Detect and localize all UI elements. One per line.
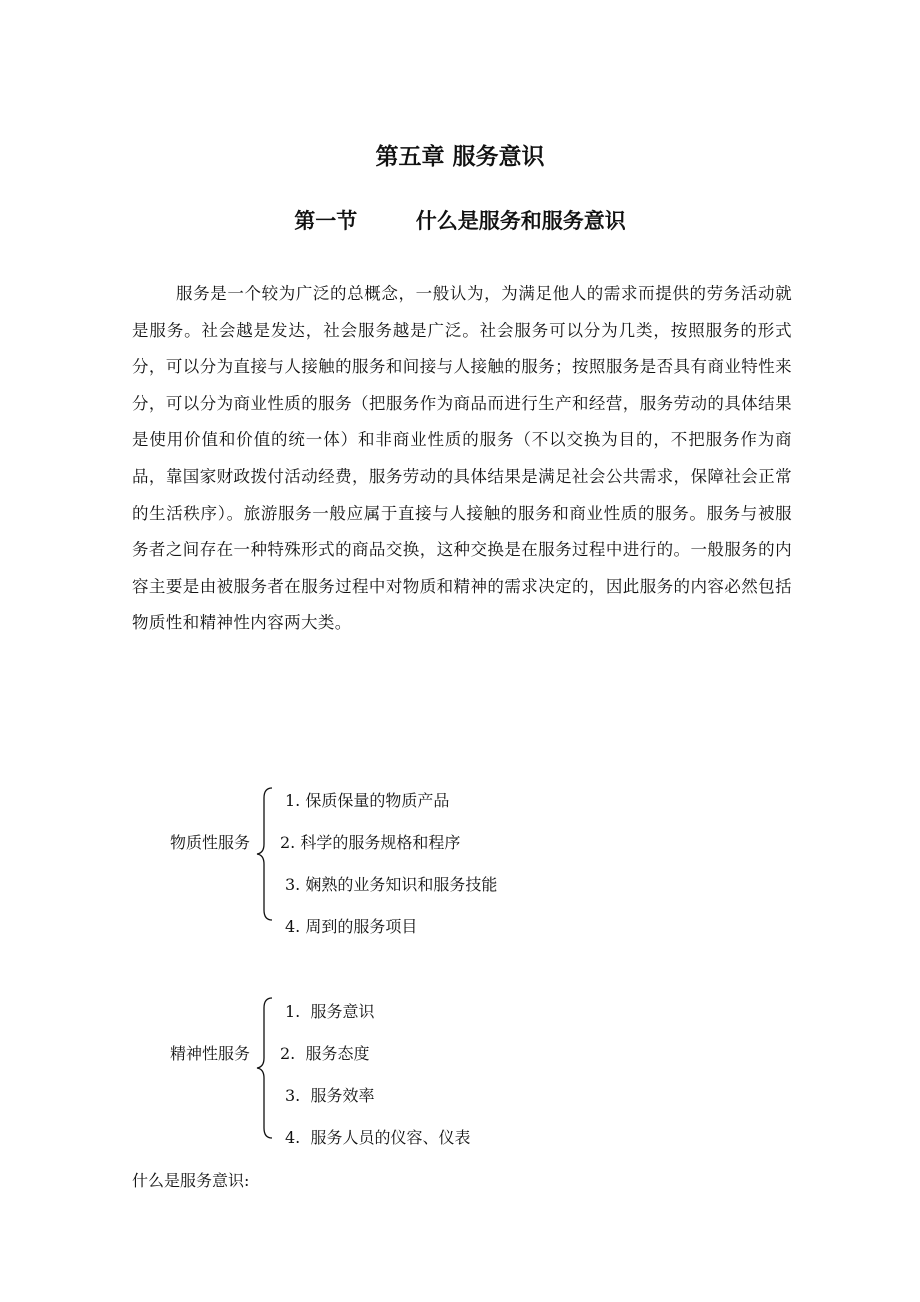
body-paragraph: 服务是一个较为广泛的总概念，一般认为，为满足他人的需求而提供的劳务活动就是服务。社会越是发达，社会服务越是广泛。社会服务可以分为几类，按照服务的形式分，可以分为直接与人接触的服务和间接与人接触的服务；按照服务是否具有商业特性来分，可以分为商业性质的服务（把服务作为商品而进行生产和经营，服务劳动的具体结果是使用价值和价值的统一体）和非商业性质的服务（不以交换为目的，不把服务作为商品，靠国家财政拨付活动经费，服务劳动的具体结果是满足社会公共需求，保障社会正常的生活秩序）。旅游服务一般应属于直接与人接触的服务和商业性质的服务。服务与被服务者之间存在一种特殊形式的商品交换，这种交换是在服务过程中进行的。一般服务的内容主要是由被服务者在服务过程中对物质和精神的需求决定的，因此服务的内容必然包括物质性和精神性内容两大类。: [132, 284, 792, 633]
spiritual-brace-icon: [254, 996, 274, 1140]
material-item: 4. 周到的服务项目: [285, 917, 418, 936]
material-group-label: 物质性服务: [170, 833, 251, 852]
spiritual-item: 4. 服务人员的仪容、仪表: [285, 1128, 471, 1147]
material-item: 2. 科学的服务规格和程序: [280, 833, 461, 852]
material-item: 3. 娴熟的业务知识和服务技能: [285, 875, 498, 894]
chapter-title: 第五章 服务意识: [375, 144, 545, 170]
spiritual-item: 3. 服务效率: [285, 1086, 375, 1105]
section-title: 第一节 什么是服务和服务意识: [294, 209, 626, 233]
material-item: 1. 保质保量的物质产品: [285, 791, 450, 810]
spiritual-item: 1. 服务意识: [285, 1002, 375, 1021]
question-heading: 什么是服务意识:: [132, 1171, 250, 1190]
spiritual-item: 2. 服务态度: [280, 1044, 370, 1063]
material-brace-icon: [254, 786, 274, 922]
spiritual-group-label: 精神性服务: [170, 1044, 251, 1063]
